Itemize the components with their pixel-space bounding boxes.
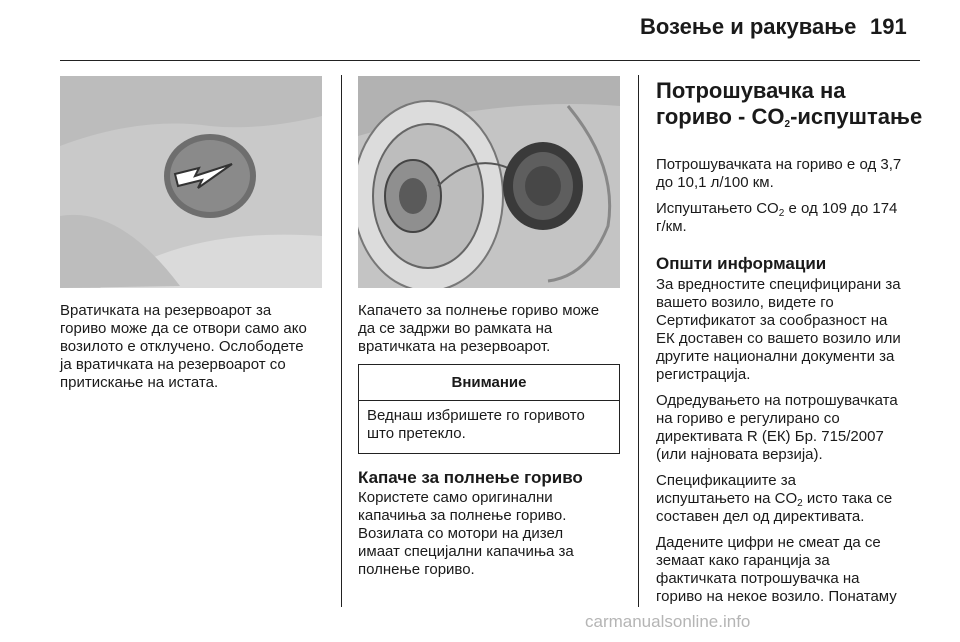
general-info-heading: Општи информации [656, 254, 827, 273]
text-line: Возилата со мотори на дизел [358, 525, 564, 542]
notice-text [359, 401, 619, 449]
text-line: до 10,1 л/100 км. [656, 174, 774, 191]
text-line [656, 200, 931, 218]
text-line: вратичката на резервоарот. [358, 338, 551, 355]
text-line: капачиња за полнење гориво. [358, 507, 567, 524]
text-line: Вратичката на резервоарот за [60, 302, 272, 319]
text-line: Одредувањето на потрошувачката [656, 392, 898, 409]
text-line: Дадените цифри не смеат да се [656, 534, 881, 551]
subscript: 2 [784, 119, 791, 130]
fuel-cap-tethered-icon [358, 76, 620, 288]
consumption-text [656, 156, 931, 244]
text-line: што претекло. [367, 425, 466, 442]
text-span: Испуштањето CO [656, 200, 779, 217]
subscript: 2 [797, 498, 803, 509]
text-line: имаат специјални капачиња за [358, 543, 574, 560]
notice-title: Внимание [359, 365, 619, 401]
text-line: Потрошувачката на гориво е од 3,7 [656, 156, 902, 173]
heading-text: гориво - CO [656, 104, 785, 129]
consumption-section-heading [656, 78, 926, 130]
text-line: регистрација. [656, 366, 751, 383]
text-line: Веднаш избришете го горивото [367, 407, 585, 424]
text-line: составен дел од директивата. [656, 508, 865, 525]
text-line: полнење гориво. [358, 561, 475, 578]
text-line: (или најновата верзија). [656, 446, 823, 463]
fuel-filler-door-arrow-icon [60, 76, 322, 288]
warning-notice-box [358, 364, 620, 454]
text-line [656, 490, 931, 508]
text-line: да се задржи во рамката на [358, 320, 553, 337]
watermark: carmanualsonline.info [585, 612, 751, 631]
fuel-cap-section-heading: Капаче за полнење гориво [358, 468, 583, 487]
heading-line [656, 104, 926, 130]
fuel-cap-figure [358, 76, 620, 288]
text-line: директивата R (ЕК) Бр. 715/2007 [656, 428, 884, 445]
heading-line: Потрошувачка на [656, 78, 846, 103]
text-line: вашето возило, видете го [656, 294, 834, 311]
heading-text: -испуштање [790, 104, 923, 129]
text-line: г/км. [656, 218, 687, 235]
text-line: Користете само оригинални [358, 489, 553, 506]
text-line: на гориво е регулирано со [656, 410, 840, 427]
text-line: гориво може да се отвори само ако [60, 320, 307, 337]
text-line: ЕК доставен со вашето возило или [656, 330, 901, 347]
text-line: притискање на истата. [60, 374, 219, 391]
header-rule [60, 60, 920, 61]
text-line: фактичката потрошувачка на [656, 570, 860, 587]
text-line: За вредностите специфицирани за [656, 276, 901, 293]
text-line: возилото е отклучено. Ослободете [60, 338, 304, 355]
text-span: е од 109 до 174 [784, 200, 898, 217]
text-line: земаат како гаранција за [656, 552, 830, 569]
column-divider-1 [341, 75, 342, 607]
text-line: Сертификатот за сообразност на [656, 312, 888, 329]
fuel-cap-description [358, 302, 633, 356]
page-header-title: Возење и ракување [640, 14, 857, 39]
text-span: исто така се [802, 490, 893, 507]
column-divider-2 [638, 75, 639, 607]
text-line: Спецификациите за [656, 472, 797, 489]
subscript: 2 [778, 208, 785, 219]
fuel-door-description [60, 302, 330, 392]
fuel-door-figure [60, 76, 322, 288]
text-span: испуштањето на CO [656, 490, 798, 507]
fuel-cap-section-text [358, 489, 633, 579]
text-line: Капачето за полнење гориво може [358, 302, 600, 319]
general-info-text [656, 276, 931, 614]
page-number: 191 [870, 14, 907, 39]
text-line: другите национални документи за [656, 348, 895, 365]
text-line: гориво на некое возило. Понатаму [656, 588, 897, 605]
text-line: ја вратичката на резервоарот со [60, 356, 286, 373]
